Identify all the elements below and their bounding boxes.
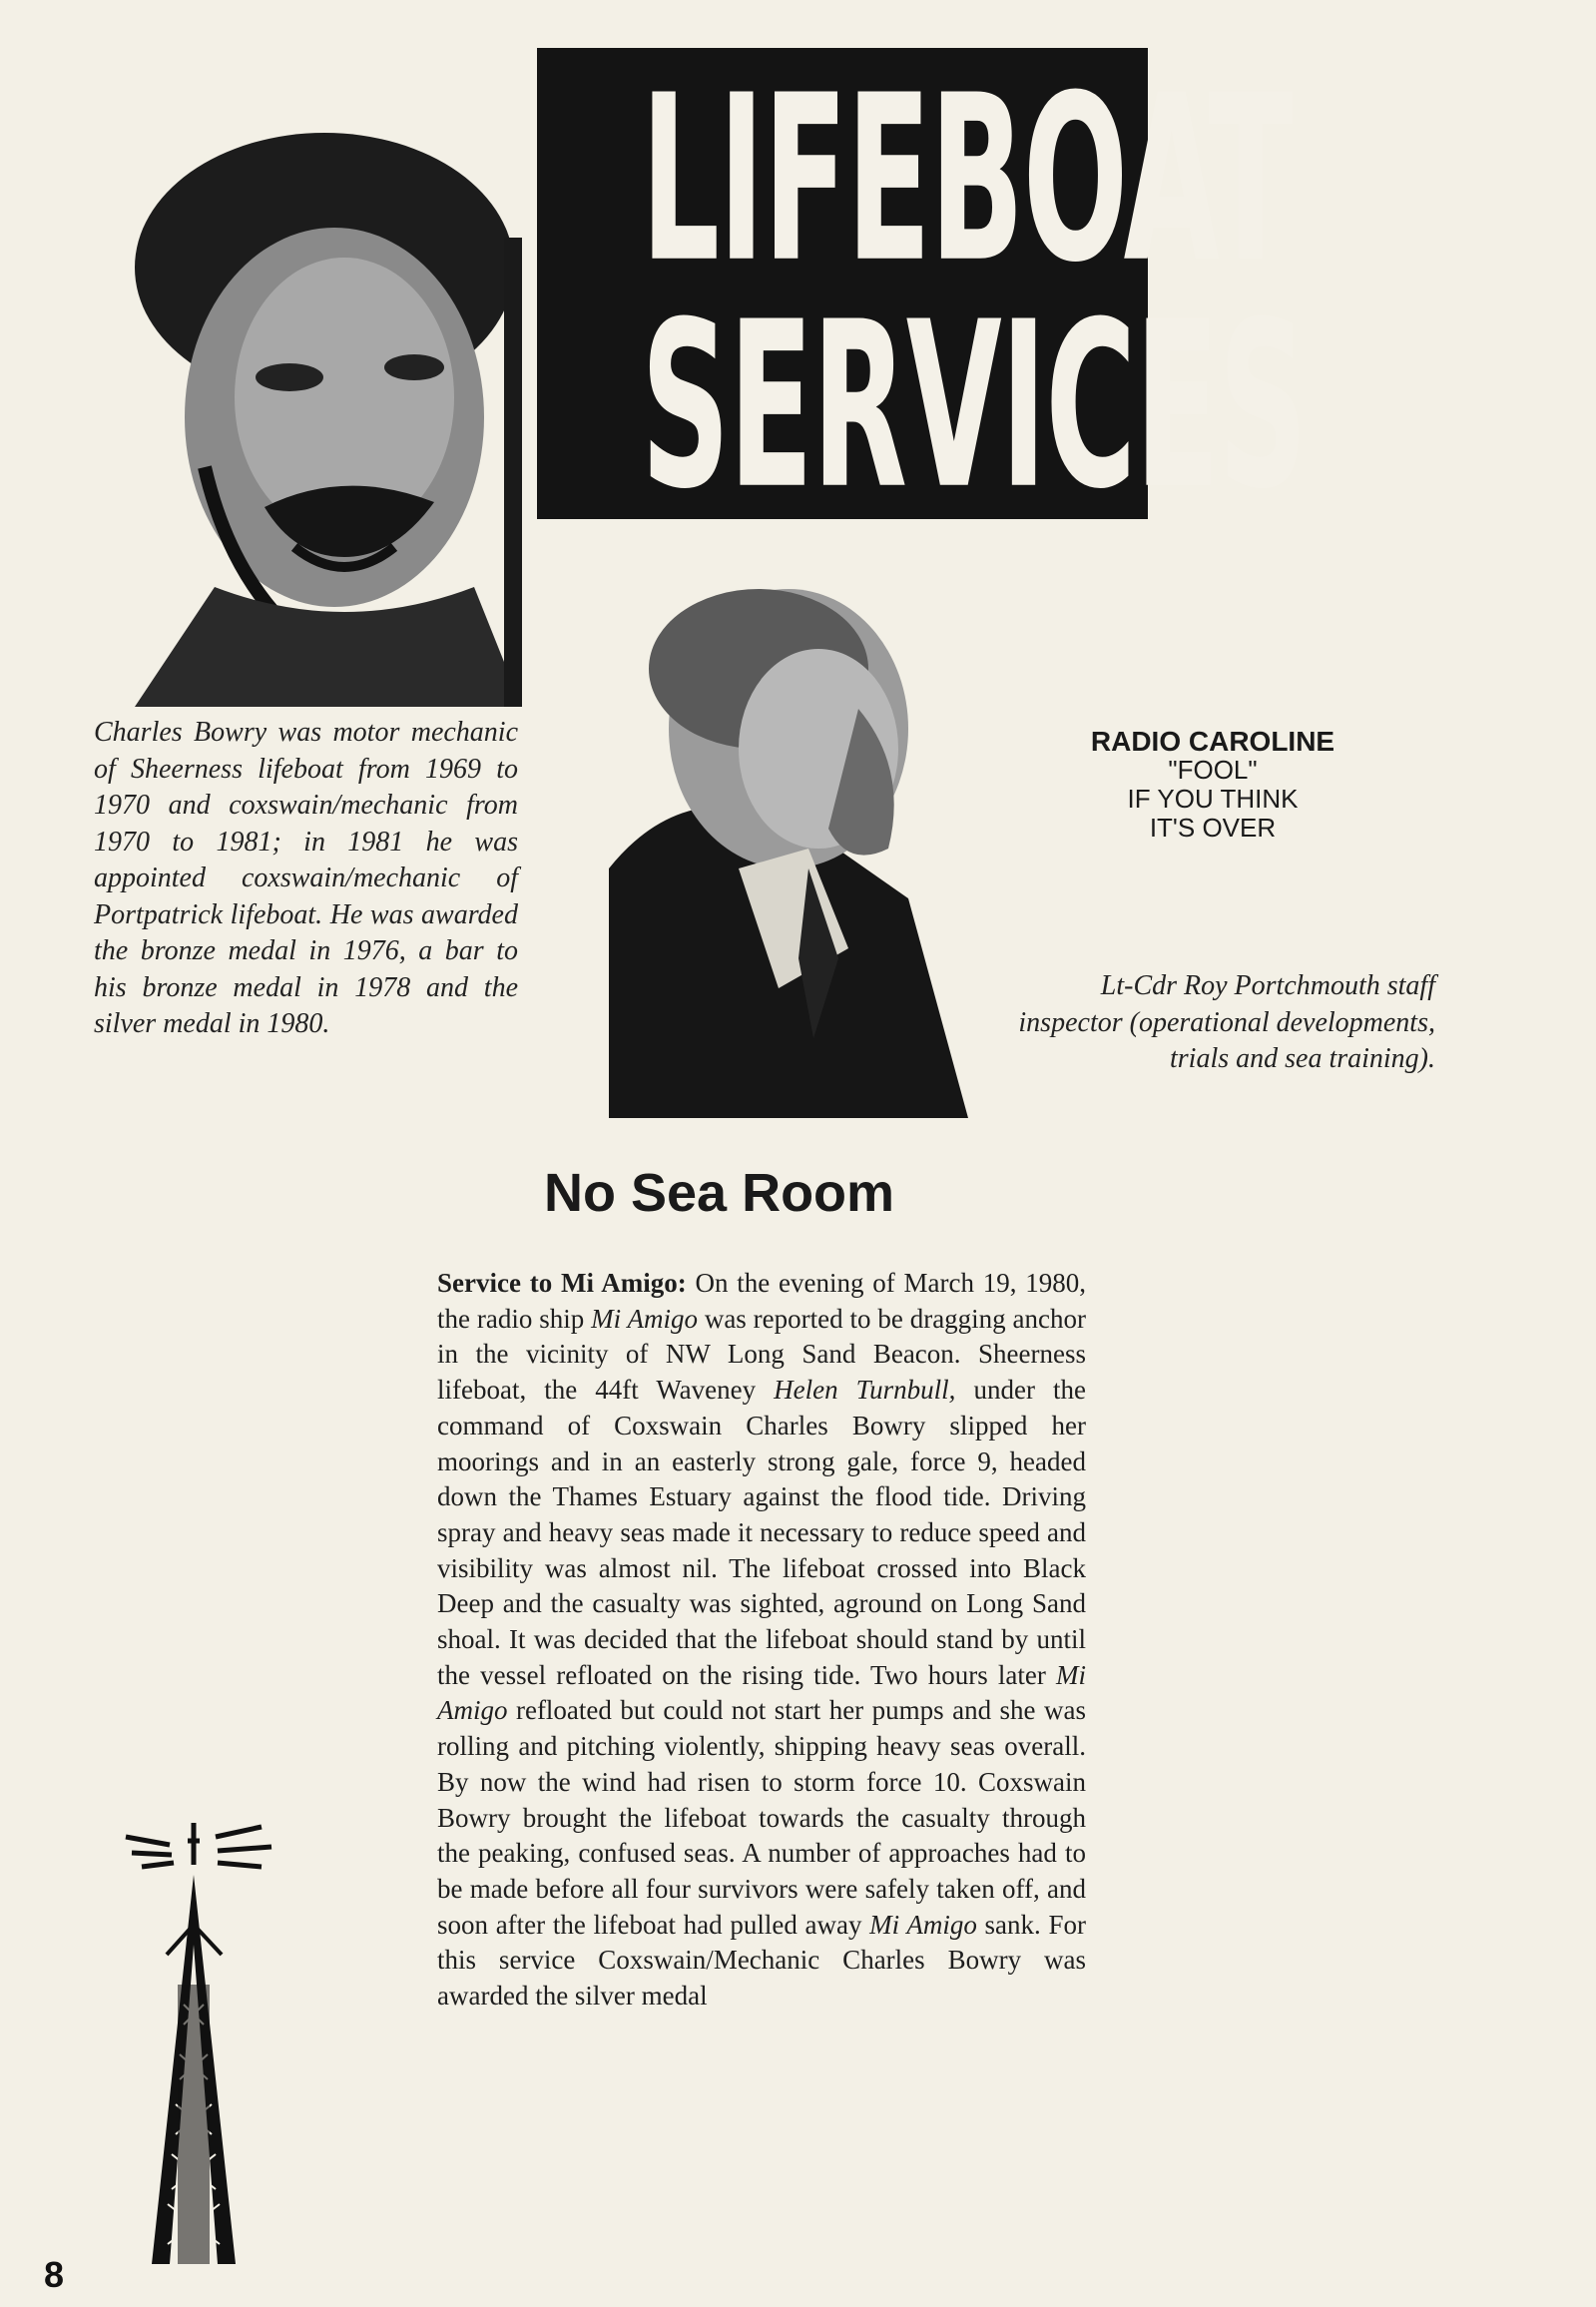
article-text-3: under the command of Coxswain Charles Bowry slipped her moorings and in an easterly strong gale, force 9, headed down the Thames Estuary against the flood tide. Driving spray and heavy seas made it necessary to reduce speed and visibility was almost nil. The lifeboat crossed into Black Deep and the casualty was sighted, aground on Long Sand shoal. It was decided that the lifeboat should stand by until the vessel refloated on the rising tide. Two hours later [437, 1375, 1086, 1690]
radio-line-1: RADIO CAROLINE [1090, 726, 1335, 757]
title-line-2: SERVICES [641, 273, 1307, 540]
radio-line-2: "FOOL" [1168, 755, 1258, 785]
ship-name: Mi Amigo [591, 1303, 698, 1334]
caption-coxswain: Charles Bowry was motor mechanic of Sheerness lifeboat from 1969 to 1970 and coxswain/mechanic from 1970 to 1981; in 1981 he was appointed coxswain/mechanic of Portpatrick lifeboat. He was awarded the bronze medal in 1976, a bar to his bronze medal in 1978 and the silver medal in 1980. [94, 717, 518, 1039]
article-text-1: On the evening of March 19, 1980, the radio ship [437, 1268, 1086, 1334]
article-text-2: was reported to be dragging anchor in the vicinity of NW Long Sand Beacon. Sheerness lifeboat, the 44ft Waveney [437, 1303, 1086, 1406]
caption-officer: Lt-Cdr Roy Portchmouth staff inspector (operational developments, trials and sea training). [1018, 970, 1435, 1074]
portrait-photo-officer [609, 569, 1016, 1118]
radio-line-4: IT'S OVER [1149, 813, 1277, 843]
page-number: 8 [44, 2254, 65, 2295]
article-text-4: refloated but could not start her pumps and she was rolling and pitching violently, shipping heavy seas overall. By now the wind had risen to storm force 10. Coxswain Bowry brought the lifeboat towards the casualty through the peaking, confused seas. A number of approaches had to be made before all four survivors were safely taken off, and soon after the lifeboat had pulled away [437, 1695, 1086, 1940]
photo-officer [609, 569, 1016, 1118]
article-headline: No Sea Room [544, 1163, 895, 1223]
radio-caroline-note [1043, 727, 1382, 843]
article-lead: Service to Mi Amigo: [437, 1268, 687, 1298]
article-text-5: sank. For this service Coxswain/Mechanic Charles Bowry was awarded the silver medal [437, 1909, 1086, 2012]
ship-name: Mi Amigo [869, 1909, 977, 1940]
title-block [537, 46, 1307, 540]
title-line-1: LIFEBOAT [641, 46, 1292, 313]
radio-line-3: IF YOU THINK [1127, 784, 1299, 814]
article-body [437, 1266, 1086, 2015]
photo-coxswain [95, 118, 522, 707]
lifeboat-name: Helen Turnbull, [774, 1375, 956, 1406]
ship-name: Mi Amigo [437, 1659, 1086, 1726]
portrait-photo-coxswain [95, 118, 522, 707]
radio-mast-illustration [112, 1805, 291, 2264]
radio-mast-icon [112, 1805, 291, 2264]
